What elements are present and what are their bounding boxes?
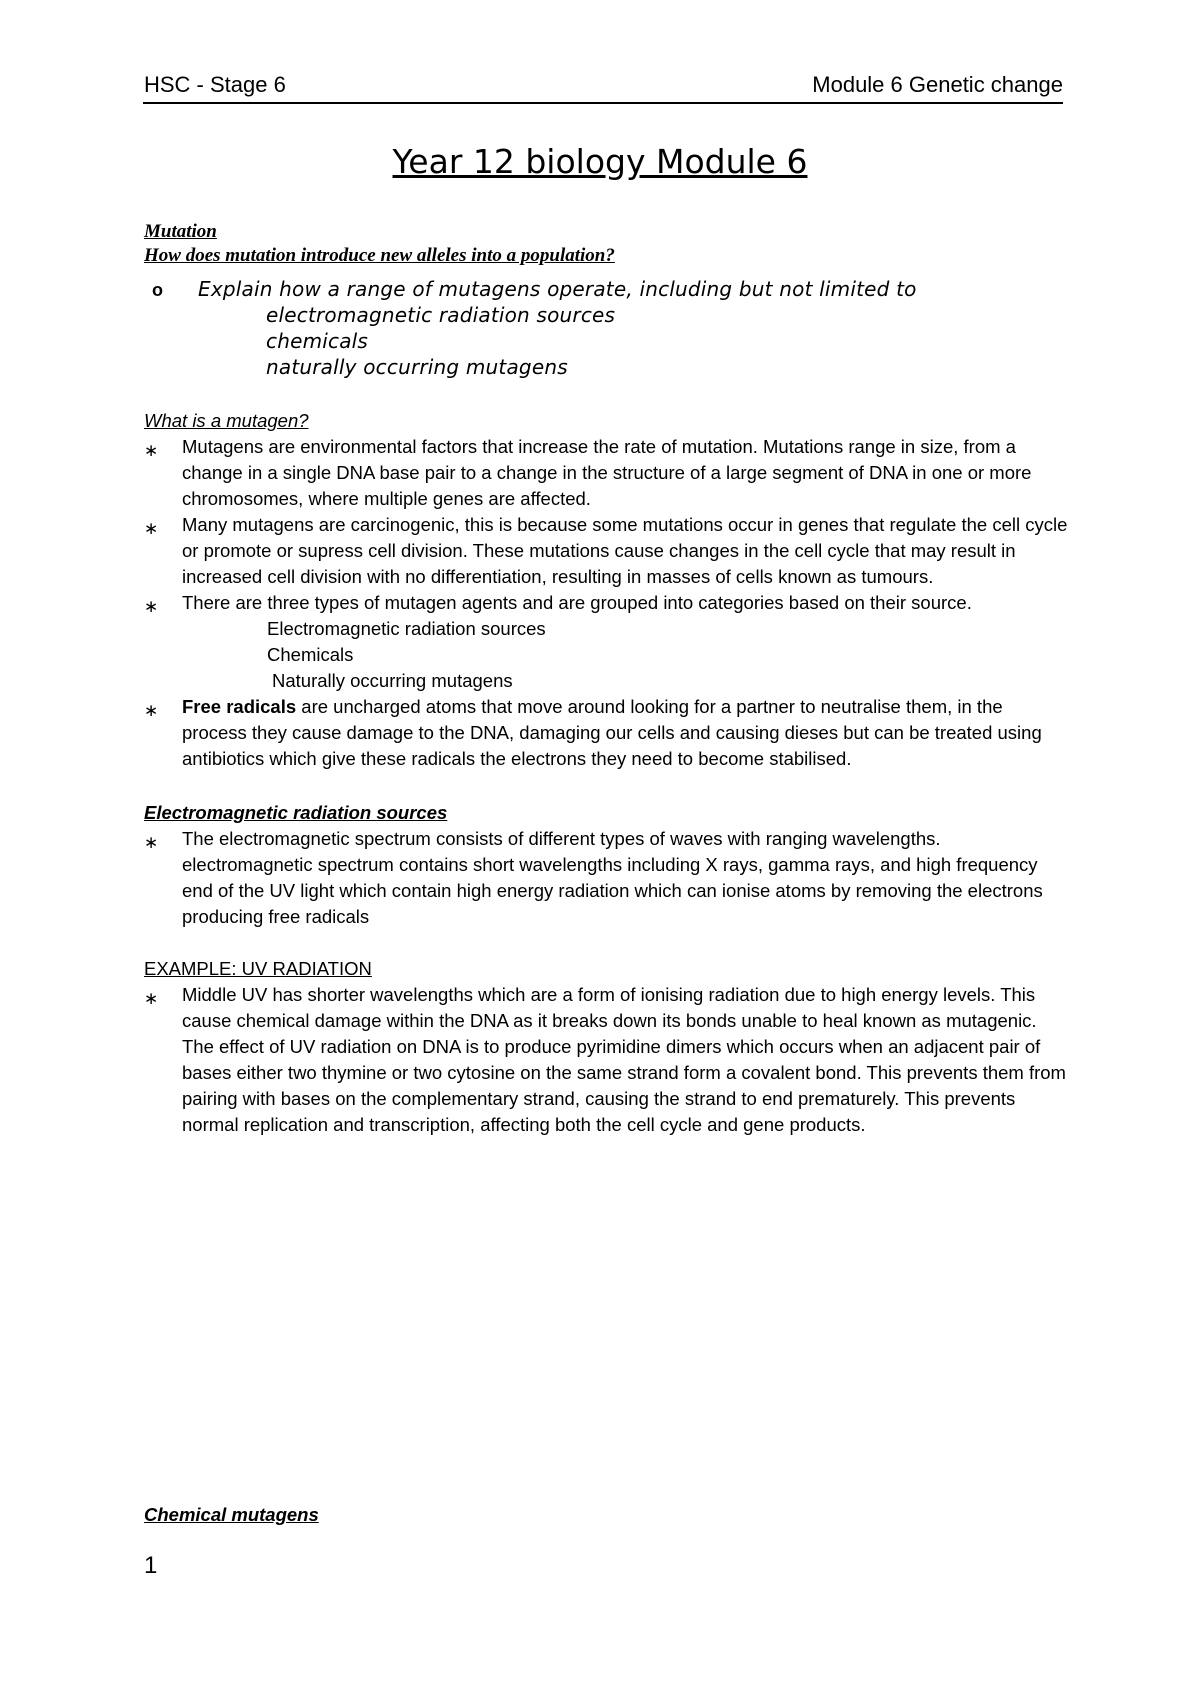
objective-bullet: o (152, 280, 163, 300)
em-bullet-1: The electromagnetic spectrum consists of different types of waves with ranging wavelengths. electromagnetic spectrum contains short wavelengths including X rays, gamma rays, and high frequency end of the UV light which contain high energy radiation which can ionise atoms by removing the electrons producing free radicals (182, 828, 1043, 927)
bullet-asterisk: ∗ (144, 701, 159, 720)
mutagen-bullet-2: Many mutagens are carcinogenic, this is because some mutations occur in genes that regulate the cell cycle or promote or supress cell division. These mutations cause changes in the cell cycle that may result in increased cell division with no differentiation, resulting in masses of cells known as tumours. (182, 514, 1068, 587)
page-number: 1 (144, 1552, 158, 1579)
objective-item: electromagnetic radiation sources (266, 303, 616, 327)
em-heading: Electromagnetic radiation sources (144, 802, 448, 823)
free-radicals-definition: are uncharged atoms that move around looking for a partner to neutralise them, in the process they cause damage to the DNA, damaging our cells and causing dieses but can be treated using antibiotics which give these radicals the electrons they need to become stabilised. (182, 696, 1042, 769)
bullet-asterisk: ∗ (144, 597, 159, 616)
example-heading: EXAMPLE: UV RADIATION (144, 958, 372, 979)
free-radicals-term: Free radicals (182, 696, 297, 717)
mutagen-category: Naturally occurring mutagens (272, 670, 513, 691)
objective-text: Explain how a range of mutagens operate, including but not limited to (198, 277, 917, 301)
chemical-heading: Chemical mutagens (144, 1504, 319, 1525)
header-left: HSC - Stage 6 (144, 72, 286, 97)
example-bullet-1: Middle UV has shorter wavelengths which are a form of ionising radiation due to high energy levels. This cause chemical damage within the DNA as it breaks down its bonds unable to heal known as mutagenic. The effect of UV radiation on DNA is to produce pyrimidine dimers which occurs when an adjacent pair of bases either two thymine or two cytosine on the same strand form a covalent bond. This prevents them from pairing with bases on the complementary strand, causing the strand to end prematurely. This prevents normal replication and transcription, affecting both the cell cycle and gene products. (182, 984, 1066, 1135)
mutation-heading: Mutation (144, 221, 217, 242)
mutagen-category: Electromagnetic radiation sources (267, 618, 546, 639)
bullet-asterisk: ∗ (144, 519, 159, 538)
mutagen-bullet-1: Mutagens are environmental factors that increase the rate of mutation. Mutations range in size, from a change in a single DNA base pair to a change in the structure of a large segment of DNA in one or more chromosomes, where multiple genes are affected. (182, 436, 1032, 509)
objective-item: naturally occurring mutagens (266, 355, 568, 379)
bullet-asterisk: ∗ (144, 989, 159, 1008)
mutagen-bullet-4 (182, 694, 1072, 772)
page-title: Year 12 biology Module 6 (392, 142, 808, 181)
objective-item: chemicals (266, 329, 369, 353)
mutagen-bullet-3: There are three types of mutagen agents and are grouped into categories based on their source. (182, 592, 972, 613)
mutagen-category: Chemicals (267, 644, 354, 665)
mutation-question: How does mutation introduce new alleles into a population? (144, 245, 615, 266)
bullet-asterisk: ∗ (144, 441, 159, 460)
mutagen-heading: What is a mutagen? (144, 410, 309, 431)
bullet-asterisk: ∗ (144, 833, 159, 852)
header-right: Module 6 Genetic change (812, 72, 1063, 97)
header-divider (143, 102, 1063, 104)
